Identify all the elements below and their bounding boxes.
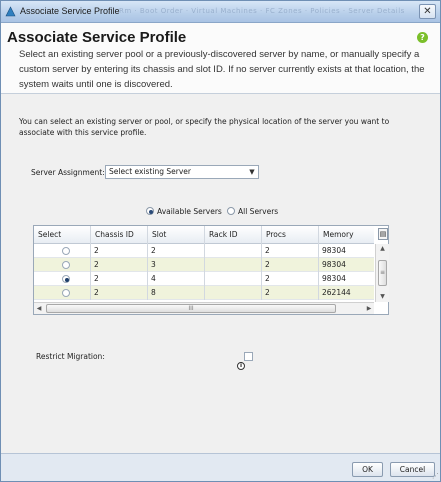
table-row[interactable] bbox=[34, 272, 374, 286]
page-title: Associate Service Profile bbox=[7, 29, 187, 46]
horizontal-scroll-thumb[interactable]: III bbox=[46, 304, 336, 313]
memory-cell: 98304 bbox=[322, 246, 346, 255]
horizontal-scrollbar[interactable] bbox=[34, 302, 374, 314]
chevron-down-icon[interactable]: ▼ bbox=[246, 166, 258, 178]
scroll-down-icon[interactable]: ▼ bbox=[380, 293, 385, 300]
table-header bbox=[34, 226, 374, 244]
radio-available-servers[interactable] bbox=[146, 207, 222, 216]
radio-button[interactable] bbox=[227, 207, 235, 215]
select-cell bbox=[34, 286, 91, 300]
rack-id-cell bbox=[205, 272, 262, 286]
server-assignment-value: Select existing Server bbox=[109, 167, 191, 176]
info-icon[interactable]: i bbox=[237, 362, 245, 370]
slot-cell: 4 bbox=[148, 272, 205, 286]
memory-cell: 98304 bbox=[322, 260, 346, 269]
radio-button[interactable] bbox=[146, 207, 154, 215]
slot-cell: 3 bbox=[148, 258, 205, 272]
page-description: Select an existing server pool or a previously-discovered server by name, or manually specify a custom server by entering its chassis and slot ID. If no server currently exists at that location, the system waits until one is discovered. bbox=[19, 49, 425, 90]
memory-cell: 262144 bbox=[322, 288, 351, 297]
row-radio[interactable] bbox=[62, 247, 70, 255]
resize-grip-icon[interactable]: ⋰ bbox=[432, 472, 439, 480]
cancel-button[interactable]: Cancel bbox=[390, 462, 435, 477]
radio-label: All Servers bbox=[238, 207, 279, 216]
help-icon[interactable]: ? bbox=[417, 32, 428, 43]
row-radio[interactable] bbox=[62, 289, 70, 297]
rack-id-cell bbox=[205, 286, 262, 300]
rack-id-cell bbox=[205, 258, 262, 272]
row-radio[interactable] bbox=[62, 261, 70, 269]
server-assignment-select[interactable] bbox=[105, 165, 259, 179]
table-row[interactable] bbox=[34, 258, 374, 272]
scroll-left-icon[interactable]: ◀ bbox=[36, 305, 42, 312]
vertical-scroll-thumb[interactable]: ≡ bbox=[378, 260, 387, 286]
select-cell bbox=[34, 272, 91, 286]
scroll-right-icon[interactable]: ▶ bbox=[366, 305, 372, 312]
radio-label: Available Servers bbox=[157, 207, 222, 216]
procs-cell: 2 bbox=[262, 286, 319, 300]
column-header-procs[interactable]: Procs bbox=[262, 226, 319, 244]
procs-cell: 2 bbox=[262, 244, 319, 258]
column-header-memory[interactable]: Memory bbox=[323, 230, 354, 239]
procs-cell: 2 bbox=[262, 272, 319, 286]
procs-cell: 2 bbox=[262, 258, 319, 272]
close-button[interactable]: ✕ bbox=[419, 4, 436, 19]
table-row[interactable] bbox=[34, 286, 374, 300]
column-header-slot[interactable]: Slot bbox=[148, 226, 205, 244]
row-radio[interactable] bbox=[62, 275, 70, 283]
servers-table bbox=[33, 225, 389, 315]
vertical-scrollbar[interactable] bbox=[375, 244, 389, 302]
ok-button[interactable]: OK bbox=[352, 462, 383, 477]
table-row[interactable] bbox=[34, 244, 374, 258]
restrict-migration-label: Restrict Migration: bbox=[36, 352, 105, 361]
radio-all-servers[interactable] bbox=[227, 207, 278, 216]
rack-id-cell bbox=[205, 244, 262, 258]
slot-cell: 2 bbox=[148, 244, 205, 258]
chassis-id-cell: 2 bbox=[91, 272, 148, 286]
select-cell bbox=[34, 244, 91, 258]
title-bar bbox=[1, 1, 440, 23]
column-header-chassis-id[interactable]: Chassis ID bbox=[91, 226, 148, 244]
memory-cell: 98304 bbox=[322, 274, 346, 283]
chassis-id-cell: 2 bbox=[91, 258, 148, 272]
dialog-footer bbox=[1, 453, 440, 481]
column-chooser-icon[interactable]: ▤ bbox=[379, 230, 387, 238]
server-assignment-label: Server Assignment: bbox=[31, 168, 105, 177]
slot-cell: 8 bbox=[148, 286, 205, 300]
window-title: Associate Service Profile bbox=[20, 6, 120, 16]
background-tabs: Rm · Boot Order · Virtual Machines · FC Zones · Policies · Server Details bbox=[119, 7, 405, 15]
column-header-rack-id[interactable]: Rack ID bbox=[205, 226, 262, 244]
column-header-select[interactable]: Select bbox=[34, 226, 91, 244]
intro-text: You can select an existing server or pool, or specify the physical location of the server you want to associate with this service profile. bbox=[19, 117, 390, 137]
cisco-app-icon bbox=[5, 6, 16, 17]
dialog-header bbox=[1, 23, 440, 94]
chassis-id-cell: 2 bbox=[91, 286, 148, 300]
chassis-id-cell: 2 bbox=[91, 244, 148, 258]
restrict-migration-checkbox[interactable] bbox=[244, 352, 253, 361]
scroll-up-icon[interactable]: ▲ bbox=[380, 245, 385, 252]
select-cell bbox=[34, 258, 91, 272]
